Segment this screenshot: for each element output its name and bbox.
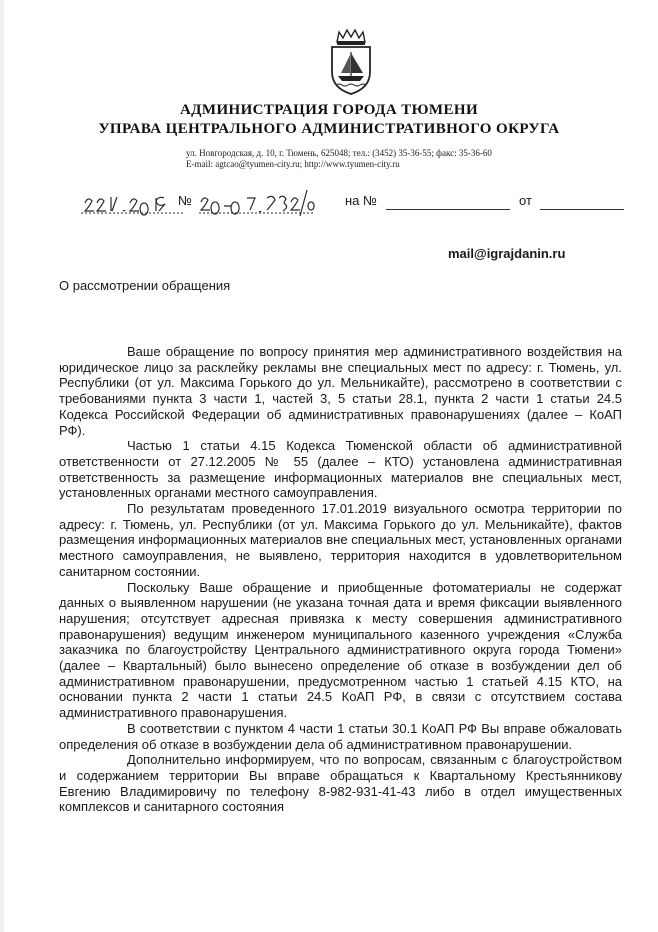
organization-division: УПРАВА ЦЕНТРАЛЬНОГО АДМИНИСТРАТИВНОГО ОКРУГА (98, 121, 560, 137)
registration-line (0, 193, 658, 215)
body-paragraph: Частью 1 статьи 4.15 Кодекса Тюменской области об административной ответственности от 27.12.2005 № 55 (далее – КТО) установлена административная ответственность за размещение информационных материалов вне специальных мест, установленных органами местного самоуправления. (59, 438, 622, 501)
body-paragraph: По результатам проведенного 17.01.2019 визуального осмотра территории по адресу: г. Тюмень, ул. Республики (от ул. Максима Горького до ул. Мельникайте), фактов размещения информационных материалов вне специальных мест, установленных органами местного самоуправления, не выявлено, территория находится в удовлетворительном санитарном состоянии. (59, 501, 622, 579)
recipient-email: mail@igrajdanin.ru (448, 246, 566, 261)
contact-address: ул. Новгородская, д. 10, г. Тюмень, 625048; тел.: (3452) 35-36-55; факс: 35-36-60 (186, 148, 492, 158)
body-paragraph: Дополнительно информируем, что по вопросам, связанным с благоустройством и содержанием территории Вы вправе обращаться к Квартальному Крестьянникову Евгению Владимировичу по телефону 8-982-931-41-43 либо в отдел имущественных комплексов и санитарного состояния (59, 752, 622, 815)
reply-number-blank (386, 209, 510, 210)
scan-edge (0, 0, 4, 932)
from-label: от (519, 193, 532, 208)
letter-body (59, 344, 622, 815)
reply-date-blank (540, 209, 624, 210)
body-paragraph: Поскольку Ваше обращение и приобщенные фотоматериалы не содержат данных о выявленном нарушении (не указана точная дата и время фиксации выявленного нарушения; отсутствует адресная привязка к месту совершения административного правонарушения) ведущим инженером муниципального казенного учреждения «Служба заказчика по благоустройству Центрального административного округа города Тюмени» (далее – Квартальный) было вынесено определение об отказе в возбуждении дел об административном правонарушении, предусмотренном частью 1 статьей 4.15 КТО, на основании пункта 2 части 1 статьи 24.5 КоАП РФ, в связи с отсутствием состава административного правонарушения. (59, 579, 622, 721)
city-emblem-icon (327, 28, 375, 96)
number-label: № (178, 193, 192, 208)
letter-subject: О рассмотрении обращения (59, 278, 231, 293)
body-paragraph: Ваше обращение по вопросу принятия мер административного воздействия на юридическое лицо за расклейку рекламы вне специальных мест по адресу: г. Тюмень, ул. Республики (от ул. Максима Горького до ул. Мельникайте), рассмотрено в соответствии с требованиями пункта 3 части 1, частей 3, 5 статьи 28.1, пункта 2 части 1 статьи 24.5 Кодекса Российской Федерации об административных правонарушениях (далее – КоАП РФ). (59, 344, 622, 438)
body-paragraph: В соответствии с пунктом 4 части 1 статьи 30.1 КоАП РФ Вы вправе обжаловать определения об отказе в возбуждении дела об административном правонарушении. (59, 720, 622, 752)
reply-to-label: на № (345, 193, 377, 208)
contact-email-web: E-mail: agtcao@tyumen-city.ru; http://www.tyumen-city.ru (186, 159, 400, 169)
organization-name: АДМИНИСТРАЦИЯ ГОРОДА ТЮМЕНИ (179, 102, 479, 118)
